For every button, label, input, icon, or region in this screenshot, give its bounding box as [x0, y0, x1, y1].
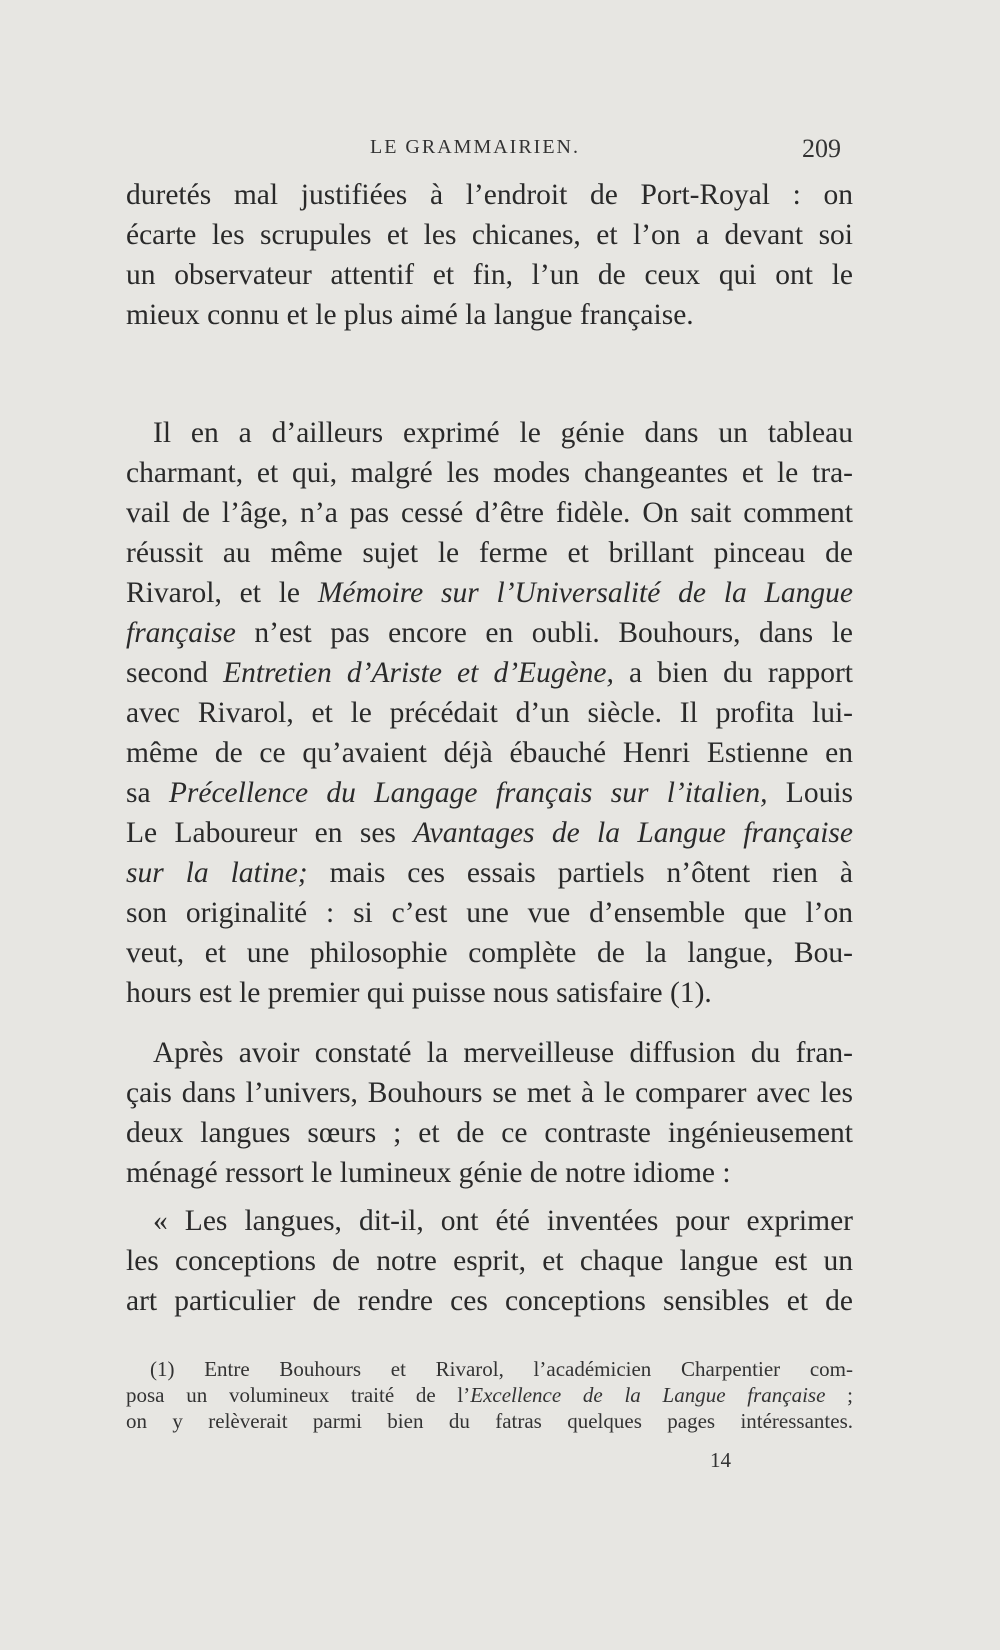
text-run: n’est pas encore en oubli. Bouhours, dans le: [235, 617, 853, 649]
text-line: les conceptions de notre esprit, et chaque langue est un: [126, 1245, 853, 1277]
text-run: sa: [126, 777, 169, 809]
text-run: mais ces essais partiels n’ôtent rien à: [307, 857, 853, 889]
book-title-italic: Avantages de la Langue française: [413, 817, 853, 849]
book-title-italic: Excellence de la Langue française: [470, 1383, 826, 1407]
book-title-italic: Entretien d’Ariste et d’Eugène,: [223, 657, 614, 689]
text-run: Rivarol, et le: [126, 577, 318, 609]
footnote-line: (1) Entre Bouhours et Rivarol, l’académicien Charpentier com-: [150, 1357, 853, 1381]
text-line: vail de l’âge, n’a pas cessé d’être fidèle. On sait comment: [126, 497, 853, 529]
text-line: « Les langues, dit-il, ont été inventées pour exprimer: [153, 1205, 853, 1237]
book-title-italic: Mémoire sur l’Universalité de la Langue: [317, 577, 853, 609]
text-line: charmant, et qui, malgré les modes changeantes et le tra-: [126, 457, 853, 489]
text-line: çais dans l’univers, Bouhours se met à le comparer avec les: [126, 1077, 853, 1109]
text-line: [126, 573, 853, 613]
text-run: second: [126, 657, 224, 689]
text-line: son originalité : si c’est une vue d’ensemble que l’on: [126, 897, 853, 929]
text-line: deux langues sœurs ; et de ce contraste ingénieusement: [126, 1117, 853, 1149]
text-line: [126, 653, 853, 693]
text-line: ménagé ressort le lumineux génie de notre idiome :: [126, 1157, 731, 1189]
text-run: Louis: [767, 777, 853, 809]
book-title-italic: française: [126, 617, 236, 649]
footnote-line: [126, 1382, 853, 1408]
text-line: [126, 613, 853, 653]
text-line: Après avoir constaté la merveilleuse diffusion du fran-: [153, 1037, 853, 1069]
book-title-italic: sur la latine;: [126, 857, 308, 889]
book-title-italic: Précellence du Langage français sur l’italien,: [168, 777, 768, 809]
text-line: art particulier de rendre ces conceptions sensibles et de: [126, 1285, 853, 1317]
text-line: [126, 813, 853, 853]
text-line: veut, et une philosophie complète de la langue, Bou-: [126, 937, 853, 969]
text-line: [126, 853, 853, 893]
text-line: [126, 773, 853, 813]
text-run: Le Laboureur en ses: [126, 817, 414, 849]
signature-mark: 14: [710, 1448, 731, 1472]
footnote-line: on y relèverait parmi bien du fatras quelques pages intéressantes.: [126, 1409, 853, 1433]
running-head: LE GRAMMAIRIEN.: [370, 136, 580, 158]
text-line: Il en a d’ailleurs exprimé le génie dans un tableau: [153, 417, 853, 449]
text-line: hours est le premier qui puisse nous satisfaire (1).: [126, 977, 712, 1009]
text-run: a bien du rapport: [613, 657, 853, 689]
text-line: écarte les scrupules et les chicanes, et l’on a devant soi: [126, 219, 853, 251]
page-number: 209: [802, 134, 841, 163]
text-line: même de ce qu’avaient déjà ébauché Henri Estienne en: [126, 737, 853, 769]
text-line: duretés mal justifiées à l’endroit de Port-Royal : on: [126, 179, 853, 211]
text-line: mieux connu et le plus aimé la langue française.: [126, 299, 694, 331]
text-line: un observateur attentif et fin, l’un de ceux qui ont le: [126, 259, 853, 291]
text-run: posa un volumineux traité de l’: [126, 1383, 471, 1407]
text-line: avec Rivarol, et le précédait d’un siècle. Il profita lui-: [126, 697, 853, 729]
text-line: réussit au même sujet le ferme et brillant pinceau de: [126, 537, 853, 569]
text-run: ;: [825, 1383, 854, 1407]
